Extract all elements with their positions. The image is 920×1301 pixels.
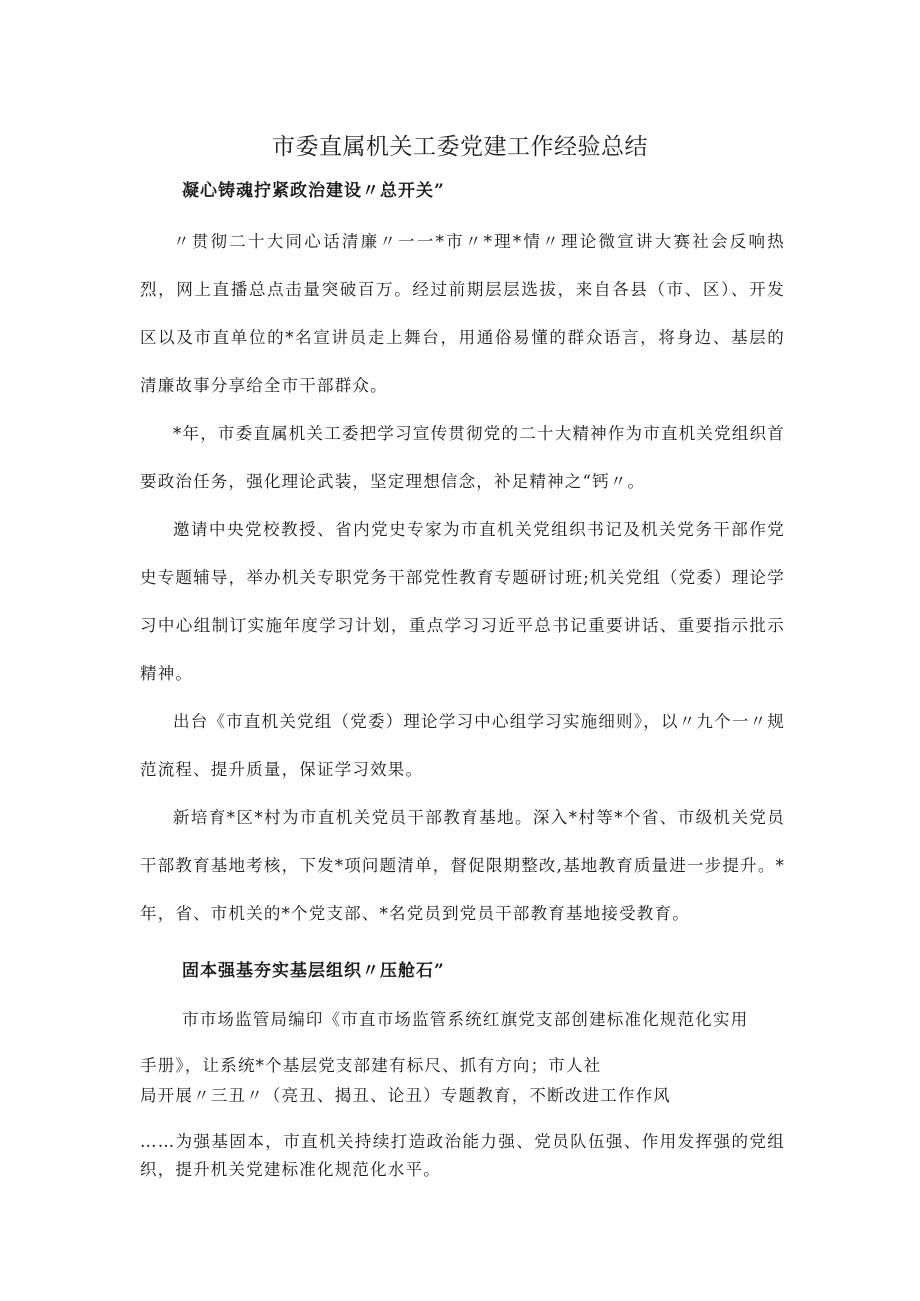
paragraph-market-line-3: 局开展〃三丑〃（亮丑、揭丑、论丑）专题教育，不断改进工作作风 [140,1086,671,1105]
paragraph-education-base: 新培育*区*村为市直机关党员干部教育基地。深入*村等*个省、市级机关党员干部教育基地考核，下发*项问题清单，督促限期整改,基地教育质量进一步提升。*年，省、市机关的*个党支部、*名党员到党员干部教育基地接受教育。 [140,808,785,923]
section-heading-political: 凝心铸魂拧紧政治建设〃总开关” [182,181,445,201]
paragraph-study-tasks: *年，市委直属机关工委把学习宣传贯彻党的二十大精神作为市直机关党组织首要政治任务，强化理论武装，坚定理想信念，补足精神之“钙〃。 [140,424,785,491]
paragraph-expert-lectures: 邀请中央党校教授、省内党史专家为市直机关党组织书记及机关党务干部作党史专题辅导，举办机关专职党务干部党性教育专题研讨班;机关党组（党委）理论学习中心组制订实施年度学习计划，重点学习习近平总书记重要讲话、重要指示批示精神。 [140,520,785,683]
paragraph-market-line-2: 手册》，让系统*个基层党支部建有标尺、抓有方向；市人社 [140,1056,602,1075]
paragraph-market-line-1: 市市场监管局编印《市直市场监管系统红旗党支部创建标准化规范化实用 [182,1010,749,1029]
paragraph-study-rules: 出台《市直机关党组（党委）理论学习中心组学习实施细则》，以〃九个一〃规范流程、提升质量，保证学习效果。 [140,712,785,779]
paragraph-closing: ……为强基固本，市直机关持续打造政治能力强、党员队伍强、作用发挥强的党组织，提升机关党建标准化规范化水平。 [140,1132,785,1179]
document-title: 市委直属机关工委党建工作经验总结 [272,134,648,160]
section-heading-grassroots: 固本强基夯实基层组织〃压舱石” [182,961,445,981]
paragraph-lecture-contest: 〃贯彻二十大同心话清廉〃一一*市〃*理*情〃理论微宣讲大赛社会反响热烈，网上直播总点击量突破百万。经过前期层层选拔，来自各县（市、区）、开发区以及市直单位的*名宣讲员走上舞台，用通俗易懂的群众语言，将身边、基层的清廉故事分享给全市干部群众。 [140,232,785,395]
